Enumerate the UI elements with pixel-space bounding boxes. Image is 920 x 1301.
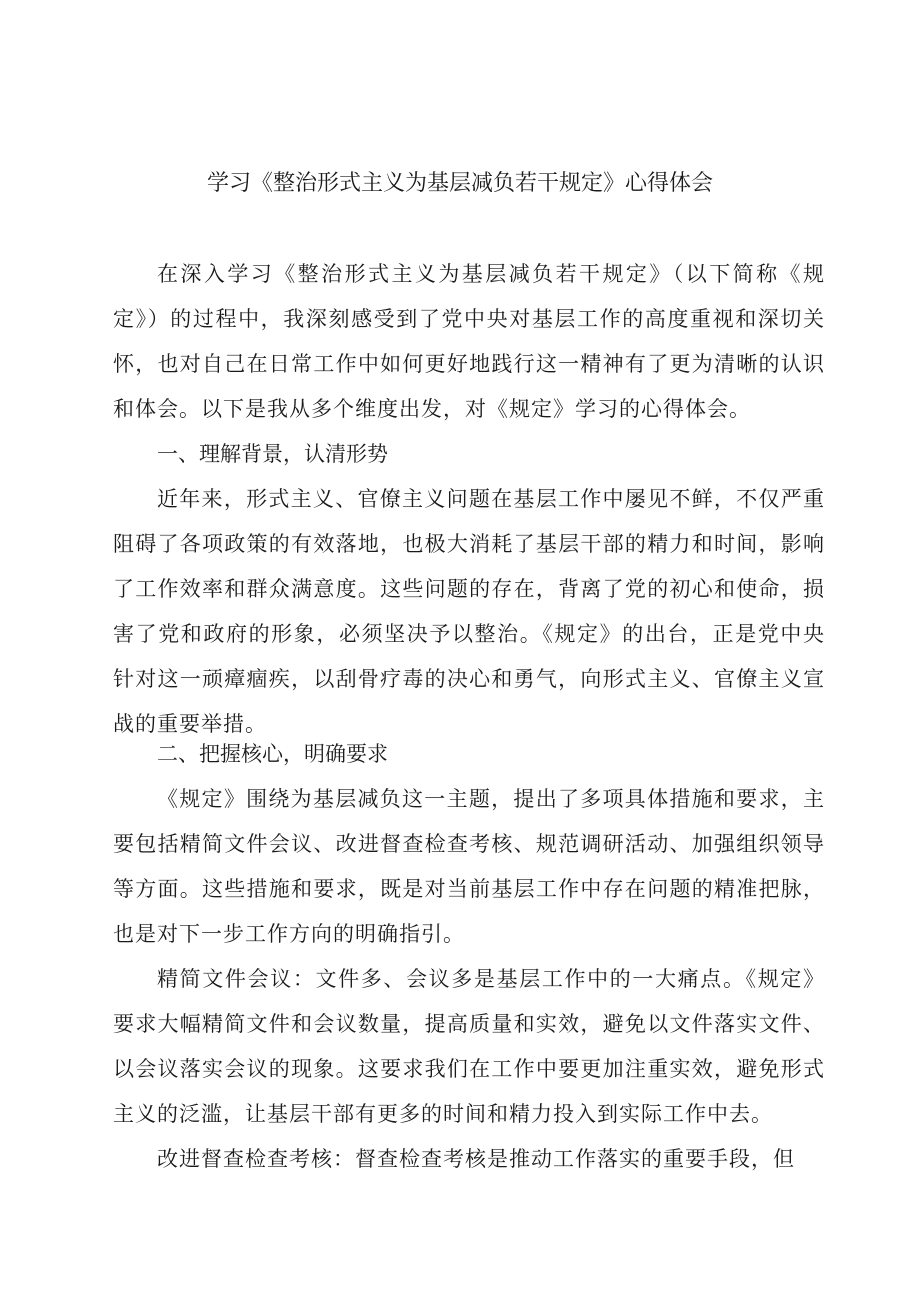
section-heading-2: 二、把握核心，明确要求 <box>157 742 388 766</box>
section-2-item-paragraph: 精简文件会议：文件多、会议多是基层工作中的一大痛点。《规定》要求大幅精简文件和会议数量，提高质量和实效，避免以文件落实文件、以会议落实会议的现象。这要求我们在工作中要更加注重实效，避免形式主义的泛滥，让基层干部有更多的时间和精力投入到实际工作中去。 <box>113 967 825 1126</box>
section-2-paragraph: 《规定》围绕为基层减负这一主题，提出了多项具体措施和要求，主要包括精简文件会议、改进督查检查考核、规范调研活动、加强组织领导等方面。这些措施和要求，既是对当前基层工作中存在问题的精准把脉，也是对下一步工作方向的明确指引。 <box>113 787 825 946</box>
document-title: 学习《整治形式主义为基层减负若干规定》心得体会 <box>206 171 713 196</box>
section-2-item-paragraph-continued: 改进督查检查考核：督查检查考核是推动工作落实的重要手段，但 <box>157 1147 795 1171</box>
intro-paragraph: 在深入学习《整治形式主义为基层减负若干规定》（以下简称《规定》）的过程中，我深刻感受到了党中央对基层工作的高度重视和深切关怀，也对自己在日常工作中如何更好地践行这一精神有了更为清晰的认识和体会。以下是我从多个维度出发，对《规定》学习的心得体会。 <box>113 262 825 421</box>
section-1-paragraph: 近年来，形式主义、官僚主义问题在基层工作中屡见不鲜，不仅严重阻碍了各项政策的有效落地，也极大消耗了基层干部的精力和时间，影响了工作效率和群众满意度。这些问题的存在，背离了党的初心和使命，损害了党和政府的形象，必须坚决予以整治。《规定》的出台，正是党中央针对这一顽瘴痼疾，以刮骨疗毒的决心和勇气，向形式主义、官僚主义宣战的重要举措。 <box>113 487 825 736</box>
section-heading-1: 一、理解背景，认清形势 <box>157 442 388 466</box>
